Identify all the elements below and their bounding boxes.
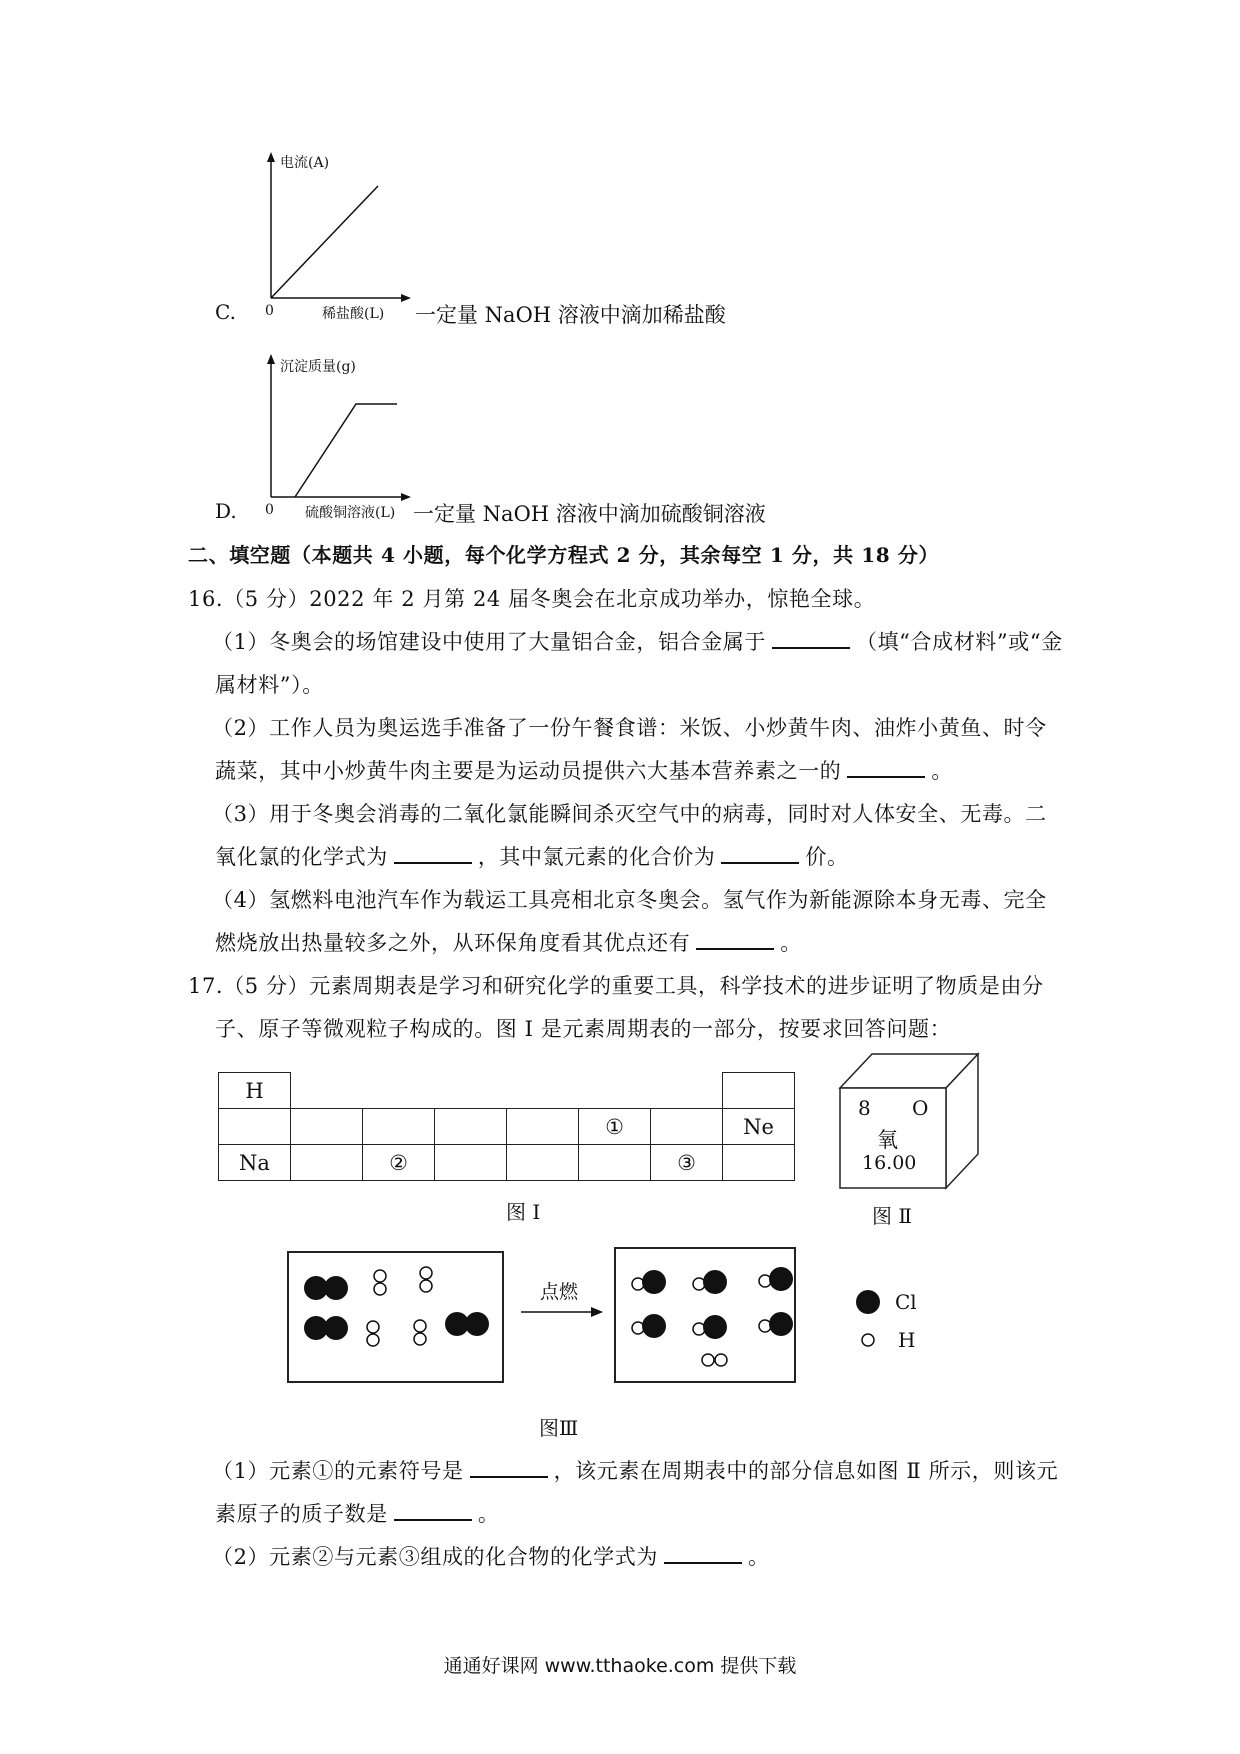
q16-part2-text: 蔬菜，其中小炒黄牛肉主要是为运动员提供六大基本营养素之一的 xyxy=(215,759,842,783)
q16-part3-text-b: ，其中氯元素的化合价为 xyxy=(477,845,716,869)
element-atomic-number: 8 xyxy=(858,1096,871,1120)
q16-part2-line2 xyxy=(215,756,953,786)
q16-part1-line2: 属材料”）。 xyxy=(215,673,324,697)
reaction-condition-label: 点燃 xyxy=(540,1281,579,1303)
page-footer: 通通好课网 www.tthaoke.com 提供下载 xyxy=(443,1655,797,1677)
graph-d-curve xyxy=(295,404,397,497)
element-atomic-mass: 16.00 xyxy=(862,1152,917,1174)
graph-c-xlabel: 稀盐酸(L) xyxy=(322,306,385,322)
q17-part2-end: 。 xyxy=(747,1545,770,1569)
q17-answer-blank-2[interactable] xyxy=(394,1499,472,1521)
cell-empty-top-right xyxy=(723,1073,795,1109)
q16-part1-text-b: （填“合成材料”或“金 xyxy=(855,630,1063,654)
cell-marker-2: ② xyxy=(363,1145,435,1181)
q16-part1-line1 xyxy=(212,627,1063,657)
q16-answer-blank-1[interactable] xyxy=(772,627,850,649)
q17-stem-line2: 子、原子等微观粒子构成的。图 I 是元素周期表的一部分，按要求回答问题： xyxy=(215,1017,952,1041)
q17-part1-line1 xyxy=(212,1456,1058,1486)
q17-part2-text: （2）元素②与元素③组成的化合物的化学式为 xyxy=(212,1545,658,1569)
graph-d-description: 一定量 NaOH 溶液中滴加硫酸铜溶液 xyxy=(413,502,766,526)
q17-part1-end: 。 xyxy=(477,1502,500,1526)
section-title: 二、填空题（本题共 4 小题，每个化学方程式 2 分，其余每空 1 分，共 18 分） xyxy=(188,543,940,567)
q16-answer-blank-5[interactable] xyxy=(696,928,774,950)
graph-c-line xyxy=(271,186,378,298)
figure-1-caption: 图 I xyxy=(506,1200,541,1224)
cell-neon: Ne xyxy=(723,1109,795,1145)
q16-part2-end: 。 xyxy=(931,759,954,783)
graph-c-ylabel: 电流(A) xyxy=(280,155,330,171)
option-c-label: C. xyxy=(215,300,236,324)
reaction-diagram xyxy=(285,1240,945,1392)
figure-3-caption: 图Ⅲ xyxy=(539,1416,579,1440)
cell-marker-1: ① xyxy=(579,1109,651,1145)
q16-answer-blank-3[interactable] xyxy=(394,842,472,864)
q16-part4-text: 燃烧放出热量较多之外，从环保角度看其优点还有 xyxy=(215,931,691,955)
q17-part1-line2 xyxy=(215,1499,499,1529)
cell-sodium: Na xyxy=(219,1145,291,1181)
q16-part3-end: 价。 xyxy=(805,845,849,869)
graph-c-origin: 0 xyxy=(265,303,274,319)
q16-part2-line1: （2）工作人员为奥运选手准备了一份午餐食谱：米饭、小炒黄牛肉、油炸小黄鱼、时令 xyxy=(212,716,1047,740)
q17-part1-text-a: （1）元素①的元素符号是 xyxy=(212,1459,464,1483)
q17-answer-blank-1[interactable] xyxy=(470,1456,548,1478)
q16-stem: 16.（5 分）2022 年 2 月第 24 届冬奥会在北京成功举办，惊艳全球。 xyxy=(188,587,876,611)
figure-2-caption: 图 Ⅱ xyxy=(872,1204,912,1228)
q16-part3-line1: （3）用于冬奥会消毒的二氧化氯能瞬间杀灭空气中的病毒，同时对人体安全、无毒。二 xyxy=(212,802,1047,826)
element-symbol: O xyxy=(912,1096,929,1120)
legend-h-icon xyxy=(862,1334,874,1346)
cell-hydrogen: H xyxy=(219,1073,291,1109)
cell-marker-3: ③ xyxy=(651,1145,723,1181)
element-name: 氧 xyxy=(877,1128,898,1152)
q16-answer-blank-4[interactable] xyxy=(721,842,799,864)
periodic-table-fragment xyxy=(218,1072,795,1181)
option-d-label: D. xyxy=(215,499,237,523)
graph-d-ylabel: 沉淀质量(g) xyxy=(280,359,356,375)
q17-part2-line xyxy=(212,1542,770,1572)
q17-part1-text-c: 素原子的质子数是 xyxy=(215,1502,388,1526)
q16-answer-blank-2[interactable] xyxy=(847,756,925,778)
q16-part1-text-a: （1）冬奥会的场馆建设中使用了大量铝合金，铝合金属于 xyxy=(212,630,766,654)
graph-d-xlabel: 硫酸铜溶液(L) xyxy=(305,505,396,521)
q17-stem-line1: 17.（5 分）元素周期表是学习和研究化学的重要工具，科学技术的进步证明了物质是由分 xyxy=(188,974,1044,998)
q16-part4-end: 。 xyxy=(780,931,802,955)
graph-d-origin: 0 xyxy=(265,502,274,518)
q17-answer-blank-3[interactable] xyxy=(664,1542,742,1564)
legend-h-label: H xyxy=(898,1328,916,1352)
legend-cl-label: Cl xyxy=(895,1290,917,1314)
q16-part3-line2 xyxy=(215,842,849,872)
legend-cl-icon xyxy=(856,1290,880,1314)
graph-c-axes xyxy=(255,150,415,310)
q17-part1-text-b: ，该元素在周期表中的部分信息如图 Ⅱ 所示，则该元 xyxy=(553,1459,1059,1483)
q16-part4-line2 xyxy=(215,928,802,958)
q16-part3-text-a: 氧化氯的化学式为 xyxy=(215,845,388,869)
q16-part4-line1: （4）氢燃料电池汽车作为载运工具亮相北京冬奥会。氢气作为新能源除本身无毒、完全 xyxy=(212,888,1047,912)
graph-c-description: 一定量 NaOH 溶液中滴加稀盐酸 xyxy=(415,303,726,327)
